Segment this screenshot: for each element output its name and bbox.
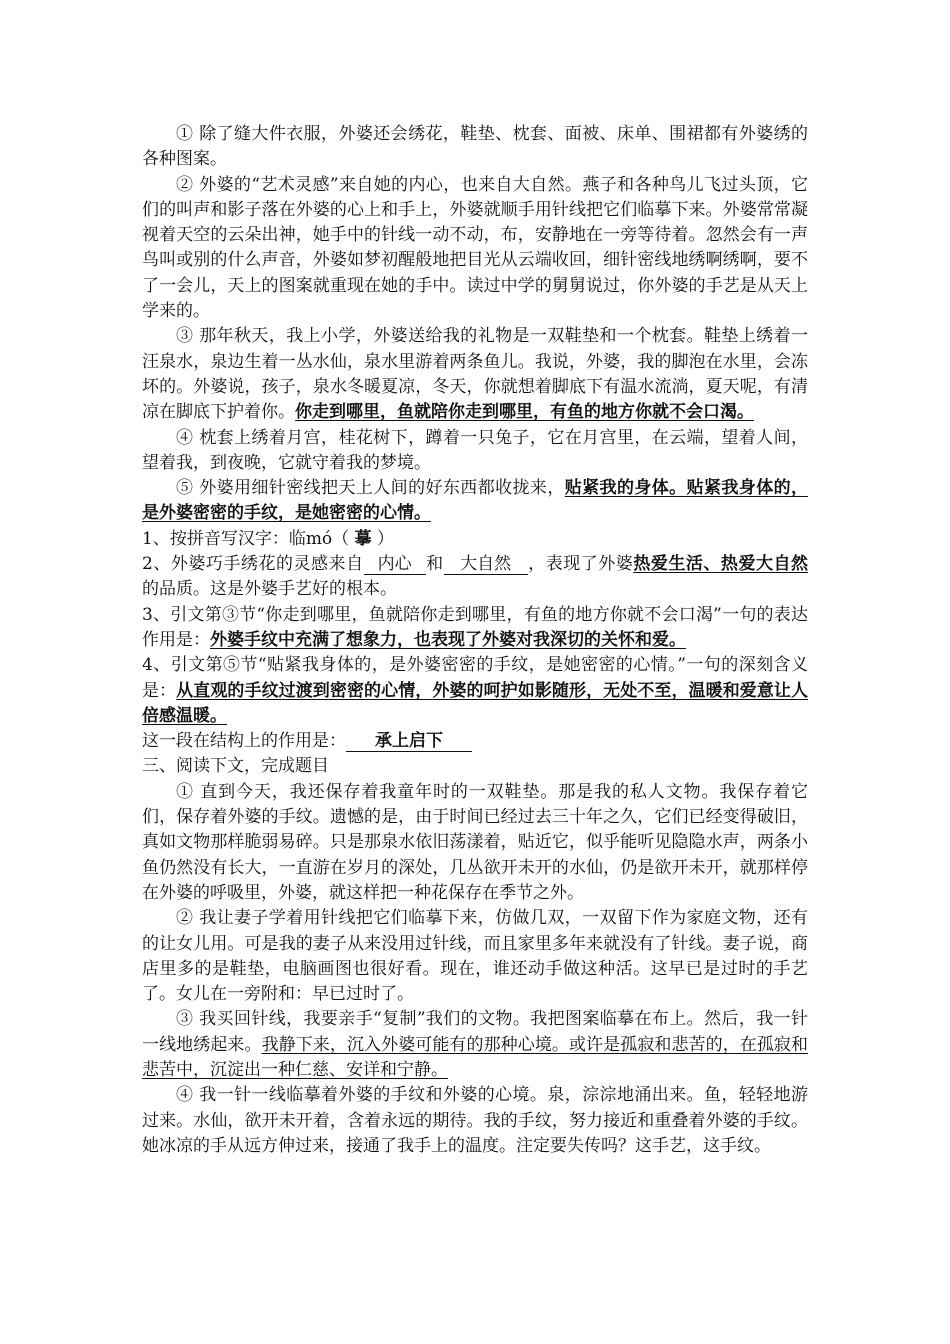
worksheet-page [142,122,808,1159]
question-2 [142,552,808,603]
question-text: ，表现了外婆 [527,554,634,575]
underlined-sentence: 你走到哪里，鱼就陪你走到哪里，有鱼的地方你就不会口渴。 [295,402,754,423]
question-4 [142,653,808,729]
passage1-paragraph-4 [142,426,808,477]
paragraph-text: ④ 枕套上绣着月宫，桂花树下，蹲着一只兔子，它在月宫里，在云端，望着人间，望着我，到夜晚，它就守着我的梦境。 [142,427,808,473]
passage2-paragraph-4 [142,1083,808,1159]
paragraph-text: ② 外婆的“艺术灵感”来自她的内心，也来自大自然。燕子和各种鸟儿飞过头顶，它们的叫声和影子落在外婆的心上和手上，外婆就顺手用针线把它们临摹下来。外婆常常凝视着天空的云朵出神，她手中的针线一动不动，布，安静地在一旁等待着。忽然会有一声鸟叫或别的什么声音，外婆如梦初醒般地把目光从云端收回，细针密线地绣啊绣啊，要不了一会儿，天上的图案就重现在她的手中。读过中学的舅舅说过，你外婆的手艺是从天上学来的。 [142,174,808,322]
question-text: 4、引文第⑤节“贴紧我身体的，是外婆密密的手纹，是她密密的心情。”一句的深刻含义是： [142,655,808,701]
section-heading-text: 三、阅读下文，完成题目 [142,756,329,777]
question-text: 1、按拼音写汉字：临mó（ [142,528,355,549]
question-text: ） [371,528,394,549]
passage2-paragraph-1 [142,780,808,906]
passage1-paragraph-2 [142,173,808,325]
answer-text: 从直观的手纹过渡到密密的心情，外婆的呵护如影随形，无处不至，温暖和爱意让人倍感温暖。 [142,680,809,726]
answer-text: 外婆手纹中充满了想象力，也表现了外婆对我深切的关怀和爱。 [210,629,686,650]
question-text: 3、引文第③节“你走到哪里，鱼就陪你走到哪里，有鱼的地方你就不会口渴”一句的表达作用是： [142,604,808,650]
paragraph-text: ④ 我一针一线临摹着外婆的手纹和外婆的心境。泉，淙淙地涌出来。鱼，轻轻地游过来。水仙，欲开未开着，含着永远的期待。我的手纹，努力接近和重叠着外婆的手纹。她冰凉的手从远方伸过来，接通了我手上的温度。注定要失传吗？这手艺，这手纹。 [142,1085,808,1156]
underlined-sentence: 贴紧我的身体。贴紧我身体的，是外婆密密的手纹，是她密密的心情。 [142,478,809,524]
question-5 [142,729,808,754]
passage1-paragraph-3 [142,324,808,425]
answer-blank: 大自然 [444,554,528,575]
underlined-sentence: 我静下来，沉入外婆可能有的那种心境。或许是孤寂和悲苦的，在孤寂和悲苦中，沉淀出一种仁慈、安详和宁静。 [142,1034,809,1080]
passage1-paragraph-1 [142,122,808,173]
paragraph-text: ⑤ 外婆用细针密线把天上人间的好东西都收拢来， [176,478,565,499]
question-text: 的品质。这是外婆手艺好的根本。 [142,579,397,600]
question-text: 和 [425,554,444,575]
answer-blank: 承上启下 [346,731,472,752]
question-text: 这一段在结构上的作用是： [142,731,346,752]
question-text: 2、外婆巧手绣花的灵感来自 [142,554,364,575]
question-3 [142,603,808,654]
answer-blank: 内心 [364,554,426,575]
paragraph-text: ① 直到今天，我还保存着我童年时的一双鞋垫。那是我的私人文物。我保存着它们，保存着外婆的手纹。遗憾的是，由于时间已经过去三十年之久，它们已经变得破旧，真如文物那样脆弱易碎。只是那泉水依旧荡漾着，贴近它，似乎能听见隐隐水声，两条小鱼仍然没有长大，一直游在岁月的深处，几丛欲开未开的水仙，仍是欲开未开，就那样停在外婆的呼吸里，外婆，就这样把一种花保存在季节之外。 [142,781,808,903]
passage1-paragraph-5 [142,476,808,527]
paragraph-text: ② 我让妻子学着用针线把它们临摹下来，仿做几双，一双留下作为家庭文物，还有的让女儿用。可是我的妻子从来没用过针线，而且家里多年来就没有了针线。妻子说，商店里多的是鞋垫，电脑画图也很好看。现在，谁还动手做这种活。这早已是过时的手艺了。女儿在一旁附和：早已过时了。 [142,908,808,1005]
answer-text: 热爱生活、热爱大自然 [633,554,809,575]
section-heading [142,754,808,779]
paragraph-text: ③ 我买回针线，我要亲手“复制”我们的文物。我把图案临摹在布上。然后，我一针一线地绣起来。 [142,1009,808,1055]
paragraph-text: ① 除了缝大件衣服，外婆还会绣花，鞋垫、枕套、面被、床单、围裙都有外婆绣的各种图案。 [142,124,808,170]
question-1 [142,527,808,552]
paragraph-text: ③ 那年秋天，我上小学，外婆送给我的礼物是一双鞋垫和一个枕套。鞋垫上绣着一汪泉水，泉边生着一丛水仙，泉水里游着两条鱼儿。我说，外婆，我的脚泡在水里，会冻坏的。外婆说，孩子，泉水冬暖夏凉，冬天，你就想着脚底下有温水流淌，夏天呢，有清凉在脚底下护着你。 [142,326,808,423]
answer-text: 摹 [354,528,372,549]
passage2-paragraph-2 [142,906,808,1007]
passage2-paragraph-3 [142,1007,808,1083]
